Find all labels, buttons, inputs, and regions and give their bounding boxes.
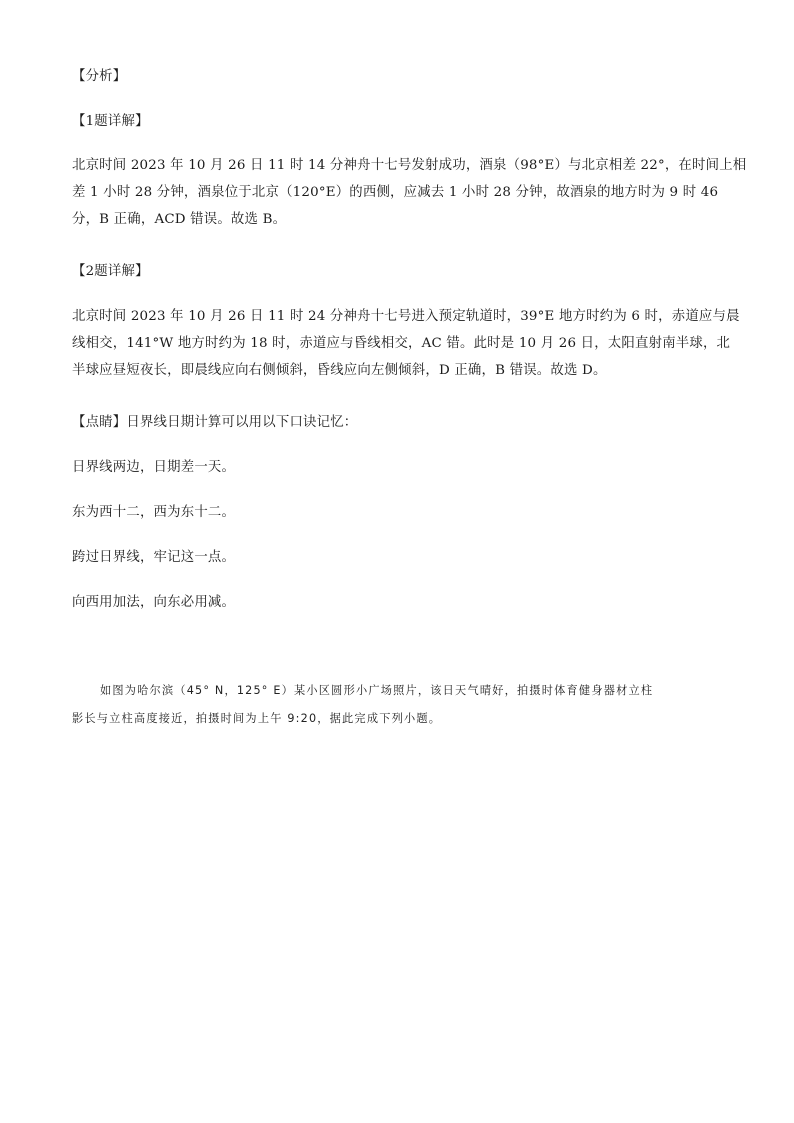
q1-heading: 【1题详解】	[72, 114, 149, 129]
q1-line-2: 差 1 小时 28 分钟，酒泉位于北京（120°E）的西侧，应减去 1 小时 28 分钟，故酒泉的地方时为 9 时 46	[72, 185, 719, 200]
tip-verse-3: 跨过日界线，牢记这一点。	[72, 550, 236, 565]
q2-heading: 【2题详解】	[72, 264, 149, 279]
next-question-line-2: 影长与立柱高度接近，拍摄时间为上午 9:20，据此完成下列小题。	[72, 712, 442, 725]
tip-heading: 【点睛】日界线日期计算可以用以下口诀记忆：	[72, 415, 358, 430]
analysis-heading: 【分析】	[72, 69, 127, 84]
q2-explanation	[72, 303, 740, 384]
q2-line-3: 半球应昼短夜长，即晨线应向右侧倾斜，昏线应向左侧倾斜，D 正确，B 错误。故选 D。	[72, 363, 607, 378]
next-question-stem	[72, 677, 722, 733]
q2-line-2: 线相交，141°W 地方时约为 18 时，赤道应与昏线相交，AC 错。此时是 10 月 26 日，太阳直射南半球，北	[72, 336, 731, 351]
tip-verse-1: 日界线两边，日期差一天。	[72, 460, 236, 475]
q1-explanation	[72, 152, 747, 233]
q1-line-3: 分，B 正确，ACD 错误。故选 B。	[72, 212, 287, 227]
tip-verse-4: 向西用加法，向东必用减。	[72, 595, 236, 610]
next-question-line-1: 如图为哈尔滨（45° N，125° E）某小区圆形小广场照片，该日天气晴好，拍摄时体育健身器材立柱	[100, 684, 654, 697]
tip-verse-2: 东为西十二，西为东十二。	[72, 505, 236, 520]
q1-line-1: 北京时间 2023 年 10 月 26 日 11 时 14 分神舟十七号发射成功，酒泉（98°E）与北京相差 22°，在时间上相	[72, 158, 747, 173]
q2-line-1: 北京时间 2023 年 10 月 26 日 11 时 24 分神舟十七号进入预定轨道时，39°E 地方时约为 6 时，赤道应与晨	[72, 309, 740, 324]
